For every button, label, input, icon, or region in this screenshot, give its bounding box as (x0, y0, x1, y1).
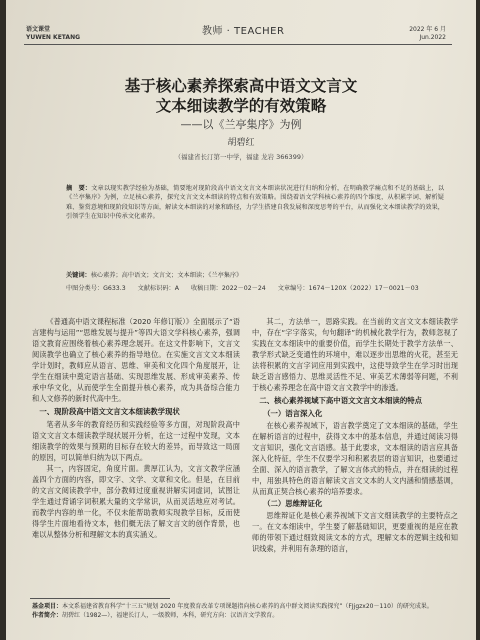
section-heading: 二、核心素养视域下高中语文文言文本细读的特点 (259, 396, 422, 405)
journal-page (6, 0, 476, 640)
journal-name-cn: 语文课堂 (26, 26, 51, 33)
footnote-divider (30, 598, 170, 599)
journal-name-en: YUWEN KETANG (26, 34, 81, 41)
issue-date-en: Jun.2022 (419, 34, 446, 41)
article-author: 胡碧红 (227, 138, 255, 148)
article-id: 文章编号：1674－120X（2022）17－0021－03 (277, 285, 419, 292)
section-heading: （一）语言深入化 (263, 409, 323, 418)
body-paragraph: 在核心素养视域下，语言教学奠定了文本细读的基础，学生在解析语言的过程中，获得文本中的基本信息，并通过阅读习得文言知识，强化文言语感。基于此要求，文本细读的语言应具备深入化特征，学生不仅要学习和积累表层的语言知识，也要通过全面、深入的语言教学，了解文言体式的特点，并在细读的过程中，用独具特色的语言解读文言文文本的人文内涵和情感基调，从而真正契合核心素养的培养要求。 (252, 421, 458, 496)
body-column-right (252, 316, 458, 554)
document-code: 文献标识码：A (137, 285, 179, 292)
clc-number: 中图分类号：G633.3 (66, 285, 126, 292)
body-paragraph: 其一，内容固定，角度片面。黄厚江认为，文言文教学应涵盖四个方面的内容，即文字、文学、文章和文化。但是，在目前的文言文阅读教学中，部分教师过度重视讲解实词虚词，试图让学生通过背诵字词积累大量的文学常识，从而灵活地应对考试。而教学内容的单一化，不仅未能帮助教师实现教学目标，反而使得学生片面地看待文本，他们概无法了解文言文的创作背景，也难以从整体分析和理解文本的真实涵义。 (32, 464, 240, 539)
fund-text: 本文系福建省教育科学“十三五”规划 2020 年度教育改革专项课题指向核心素养的高中群文阅读实践探究”（FJjgzx20－110）的研究成果。 (62, 603, 433, 610)
abstract (66, 184, 444, 222)
section-heading: （二）思维辩证化 (263, 499, 323, 508)
author-note-label: 作者简介： (32, 612, 63, 619)
body-paragraph: 其二，方法单一，思路实践。在当前的文言文文本细读教学中，存在“字字落实，句句翻译”的机械化教学行为，教师忽视了实践在文本细读中的重要价值，而学生长期处于教学方法单一、教学形式缺乏变通性的环境中，难以逐步出思维的火花，甚至无法将积累的文言字词应用到实践中，这使导致学生在学习时出现缺乏语言感悟力、思维灵活性不足、审美艺术薄弱等问题，不利于核心素养理念在高中语文言文教学中的渗透。 (252, 317, 458, 392)
journal-name (26, 26, 80, 42)
section-name: 教师 · TEACHER (202, 26, 285, 37)
fund-label: 基金项目： (32, 603, 63, 610)
author-note-text: 胡碧红（1982—），福建长汀人，一级教师，本科，研究方向：汉语言文学教育。 (62, 612, 279, 619)
received-date: 收稿日期：2022－02－24 (190, 285, 266, 292)
author-affiliation: （福建省长汀第一中学，福建 龙岩 366399） (174, 153, 308, 161)
article-title-line2: 文本细读教学的有效策略 (155, 97, 327, 115)
footnote (32, 602, 456, 620)
article-subtitle: ——以《兰亭集序》为例 (180, 118, 302, 131)
body-paragraph: 《普通高中语文课程标准（2020 年修订版）》全面展示了“语言建构与运用”“思维发展与提升”等四大语文学科核心素养，强调语文教育应围绕着核心素养理念展开。在这文件影响下，文言文阅读教学也确立了核心素养的指导地位。在实施文言文文本细读学计划时，教师应从语言、思维、审美和文化四个角度展开，让学生在细读中奠定语言基础、实现思维发展、形成审美素养、传承中华文化，从而使学生全面提升核心素养，成为具备综合能力和人文修养的新时代高中生。 (32, 317, 240, 403)
issue-date (409, 26, 446, 42)
article-title-line1: 基于核心素养探索高中语文文言文 (124, 77, 358, 95)
keywords-text: 核心素养；高中语文；文言文；文本细读；《兰亭集序》 (90, 272, 243, 279)
keywords (66, 270, 444, 279)
abstract-text: 文章以现实教学经验为基础，简要地对现阶段高中语文文言文本细读状况进行归纳和分析，在明确教学痛点和不足的基础上，以《兰亭集序》为例，立足核心素养，探究文言文文本细读的特点和有效策略。围绕着语文学科核心素养的四个维度，从积累字词、解析疑难、鉴赏意境和现阶段知识等方面，解读文本细读的对象和路径，力学生搭建自我发展和深度思考的平台，从而强化文本细读教学的效果，引领学生在知识中传承文化素养。 (66, 185, 445, 221)
body-column-left (32, 316, 240, 540)
keywords-label: 关键词： (66, 272, 91, 279)
fund-note (32, 602, 456, 611)
classification-line (66, 283, 456, 292)
body-paragraph: 思维辩证化是核心素养视域下文言文细读教学的主要特点之一。在文本细读中，学生要了解基础知识，更要重视的是应在教师的带领下通过细致阅读文本的方式，理解文本的逻辑主线和知识线索，并利用有条理的语言， (252, 511, 458, 553)
header-divider (24, 44, 452, 45)
body-paragraph: 笔者从多年的教育经历和实践经验等多方面，对现阶段高中语文文言文本细读教学现状展开分析，在这一过程中发现，文本细读教学的效果与预期的目标存在较大的差异，而导致这一局面的原因，可以简单归纳为以下两点。 (32, 420, 240, 462)
author-note (32, 611, 456, 620)
issue-date-cn: 2022 年 6 月 (409, 26, 446, 33)
abstract-label: 摘 要： (66, 185, 92, 192)
section-heading: 一、现阶段高中语文文言文本细读教学现状 (39, 407, 180, 416)
